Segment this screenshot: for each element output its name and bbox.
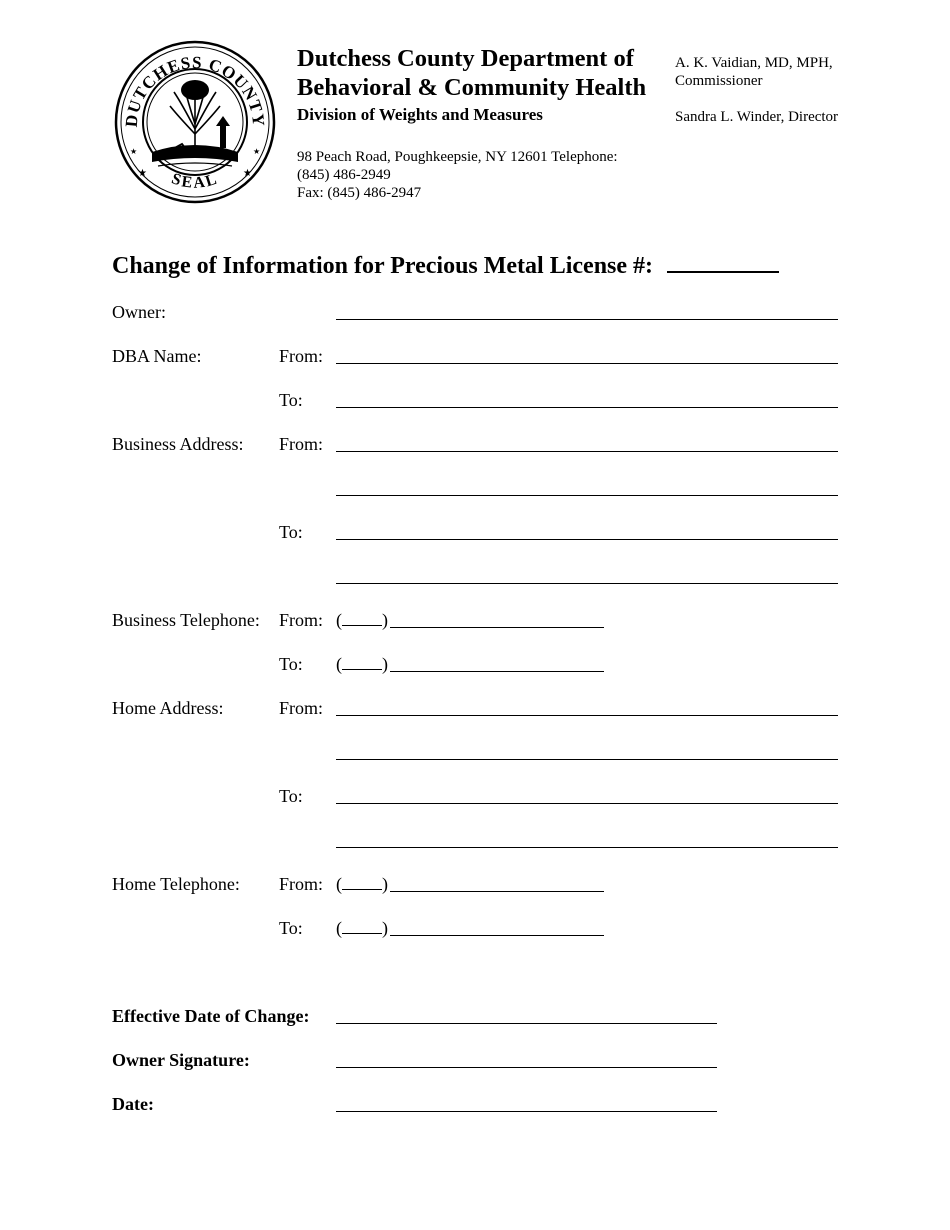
paren-close: ) bbox=[382, 918, 388, 938]
business-telephone-from-field[interactable] bbox=[390, 627, 604, 628]
svg-text:★: ★ bbox=[138, 168, 147, 179]
home-address-to-label: To: bbox=[279, 786, 303, 806]
home-telephone-label: Home Telephone: bbox=[112, 874, 240, 894]
svg-text:★: ★ bbox=[243, 168, 252, 179]
dba-from-label: From: bbox=[279, 346, 324, 366]
home-telephone-to-area-code[interactable] bbox=[336, 918, 388, 939]
home-telephone-from-label: From: bbox=[279, 874, 324, 894]
owner-field[interactable] bbox=[336, 319, 838, 320]
form-title bbox=[112, 251, 779, 280]
business-telephone-to-area-code[interactable] bbox=[336, 654, 388, 675]
department-title bbox=[297, 44, 646, 102]
business-address-to-label: To: bbox=[279, 522, 303, 542]
seal-text-top: DUTCHESS COUNTY bbox=[121, 52, 269, 128]
division-name: Division of Weights and Measures bbox=[297, 105, 543, 124]
home-address-to-field-1[interactable] bbox=[336, 803, 838, 804]
effective-date-label: Effective Date of Change: bbox=[112, 1006, 310, 1026]
department-title-line1: Dutchess County Department of bbox=[297, 45, 634, 72]
owner-signature-label: Owner Signature: bbox=[112, 1050, 250, 1070]
paren-open: ( bbox=[336, 918, 342, 938]
county-seal bbox=[112, 34, 278, 210]
license-number-field[interactable] bbox=[667, 251, 779, 273]
home-telephone-from-area-code[interactable] bbox=[336, 874, 388, 895]
paren-open: ( bbox=[336, 610, 342, 630]
home-address-from-field-1[interactable] bbox=[336, 715, 838, 716]
business-address-label: Business Address: bbox=[112, 434, 244, 454]
date-field[interactable] bbox=[336, 1111, 717, 1112]
form-title-text: Change of Information for Precious Metal License #: bbox=[112, 253, 654, 279]
home-telephone-to-field[interactable] bbox=[390, 935, 604, 936]
owner-signature-field[interactable] bbox=[336, 1067, 717, 1068]
paren-close: ) bbox=[382, 654, 388, 674]
home-telephone-from-field[interactable] bbox=[390, 891, 604, 892]
effective-date-field[interactable] bbox=[336, 1023, 717, 1024]
business-address-from-label: From: bbox=[279, 434, 324, 454]
mailing-address: 98 Peach Road, Poughkeepsie, NY 12601 Telephone: (845) 486-2949 bbox=[297, 149, 618, 183]
seal-text-bottom: SEAL bbox=[169, 170, 221, 192]
business-telephone-to-field[interactable] bbox=[390, 671, 604, 672]
business-address-to-field-1[interactable] bbox=[336, 539, 838, 540]
home-telephone-to-label: To: bbox=[279, 918, 303, 938]
date-label: Date: bbox=[112, 1094, 154, 1114]
paren-close: ) bbox=[382, 874, 388, 894]
home-address-from-label: From: bbox=[279, 698, 324, 718]
business-address-from-field-2[interactable] bbox=[336, 495, 838, 496]
paren-open: ( bbox=[336, 654, 342, 674]
home-address-to-field-2[interactable] bbox=[336, 847, 838, 848]
home-address-from-field-2[interactable] bbox=[336, 759, 838, 760]
dba-name-label: DBA Name: bbox=[112, 346, 202, 366]
commissioner-name: A. K. Vaidian, MD, MPH, Commissioner bbox=[675, 55, 833, 89]
business-telephone-to-label: To: bbox=[279, 654, 303, 674]
svg-text:★: ★ bbox=[253, 147, 261, 156]
business-telephone-label: Business Telephone: bbox=[112, 610, 260, 630]
dba-from-field[interactable] bbox=[336, 363, 838, 364]
business-address-to-field-2[interactable] bbox=[336, 583, 838, 584]
paren-close: ) bbox=[382, 610, 388, 630]
business-telephone-from-area-code[interactable] bbox=[336, 610, 388, 631]
owner-label: Owner: bbox=[112, 302, 166, 322]
dba-to-field[interactable] bbox=[336, 407, 838, 408]
svg-text:★: ★ bbox=[130, 147, 138, 156]
home-address-label: Home Address: bbox=[112, 698, 224, 718]
paren-open: ( bbox=[336, 874, 342, 894]
department-title-line2: Behavioral & Community Health bbox=[297, 74, 647, 101]
director-name: Sandra L. Winder, Director bbox=[675, 109, 839, 125]
dba-to-label: To: bbox=[279, 390, 303, 410]
business-telephone-from-label: From: bbox=[279, 610, 324, 630]
business-address-from-field-1[interactable] bbox=[336, 451, 838, 452]
fax-number: Fax: (845) 486-2947 bbox=[297, 185, 422, 201]
